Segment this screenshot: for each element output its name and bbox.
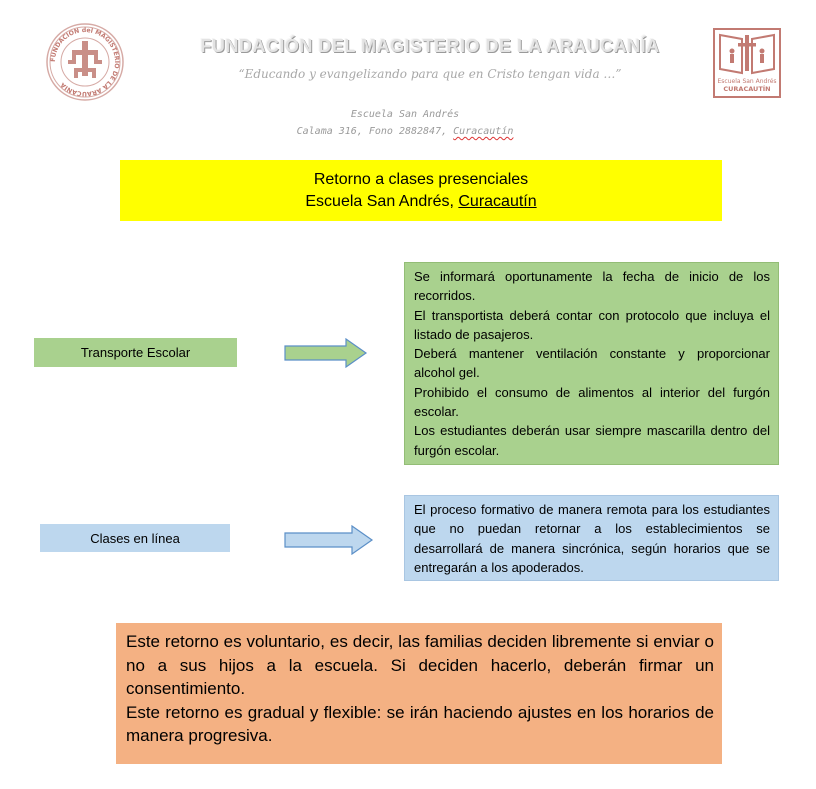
title-line-2-prefix: Escuela San Andrés, (305, 193, 459, 210)
transport-item: Se informará oportunamente la fecha de inicio de los recorridos. (414, 269, 770, 304)
title-line-2 (120, 191, 722, 213)
transport-info-box (404, 262, 779, 465)
title-banner (120, 160, 722, 221)
notice-paragraph-1: Este retorno es voluntario, es decir, las familias deciden libremente si enviar o no a sus hijos a la escuela. Si deciden hacerlo, deberán firmar un consentimiento. (126, 632, 714, 698)
transport-item: Deberá mantener ventilación constante y proporcionar alcohol gel. (414, 346, 770, 381)
transport-item: El transportista deberá contar con protocolo que incluya el listado de pasajeros. (414, 307, 770, 342)
school-address-city: Curacautín (453, 126, 514, 137)
crest-school-text: Escuela San Andrés (717, 78, 777, 85)
notice-box (116, 623, 722, 764)
school-name: Escuela San Andrés (350, 109, 460, 120)
foundation-name: FUNDACIÓN DEL MAGISTERIO DE LA ARAUCANÍA (200, 36, 660, 56)
notice-paragraph-2: Este retorno es gradual y flexible: se irán haciendo ajustes en los horarios de manera progresiva. (126, 702, 714, 745)
school-address (240, 126, 570, 137)
foundation-seal-icon (44, 22, 126, 102)
school-address-prefix: Calama 316, Fono 2882847, (296, 126, 454, 137)
right-arrow-icon (284, 525, 374, 560)
seal-text: FUNDACION del MAGISTERIO DE LA ARAUCANIA (49, 26, 121, 98)
transport-item: Los estudiantes deberán usar siempre mascarilla dentro del furgón escolar. (414, 423, 770, 458)
transport-item: Prohibido el consumo de alimentos al interior del furgón escolar. (414, 384, 770, 420)
crest-city-text: CURACAUTÍN (723, 85, 771, 93)
title-line-2-city: Curacautín (458, 193, 537, 210)
online-label: Clases en línea (40, 524, 230, 552)
school-crest-icon (712, 27, 782, 99)
online-info-box (404, 495, 779, 581)
transport-label: Transporte Escolar (34, 338, 237, 367)
right-arrow-icon (284, 338, 368, 373)
motto: “Educando y evangelizando para que en Cristo tengan vida …” (238, 67, 622, 81)
title-line-1: Retorno a clases presenciales (313, 171, 529, 188)
online-text: El proceso formativo de manera remota para los estudiantes que no puedan retornar a los establecimientos se desarrollará de manera sincrónica, según horarios que se entregarán a los apoderados. (414, 502, 770, 575)
